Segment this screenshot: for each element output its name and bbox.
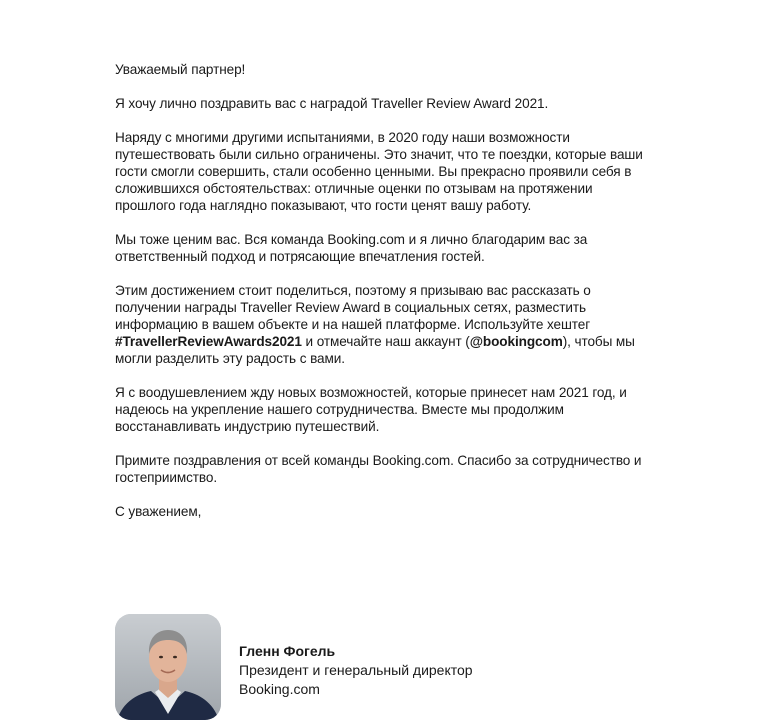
hashtag: #TravellerReviewAwards2021	[115, 334, 302, 349]
signer-name: Гленн Фогель	[239, 643, 336, 659]
paragraph-appreciation: Мы тоже ценим вас. Вся команда Booking.com и я лично благодарим вас за ответственный подход и потрясающие впечатления гостей.	[115, 232, 588, 264]
signer-title: Президент и генеральный директор	[239, 662, 473, 678]
paragraph-thanks: Примите поздравления от всей команды Booking.com. Спасибо за сотрудничество и гостеприимство.	[115, 453, 642, 485]
share-text-middle: и отмечайте наш аккаунт (	[301, 334, 470, 349]
signature-text	[239, 642, 473, 699]
paragraph-future: Я с воодушевлением жду новых возможностей, которые принесет нам 2021 год, и надеюсь на укрепление нашего сотрудничества. Вместе мы продолжим восстанавливать индустрию путешествий.	[115, 385, 627, 434]
letter-body	[115, 61, 655, 537]
paragraph-challenges: Наряду с многими другими испытаниями, в 2020 году наши возможности путешествовать были сильно ограничены. Это значит, что те поездки, которые ваши гости смогли совершить, стали особенно ценными. Вы прекрасно проявили себя в сложившихся обстоятельствах: отличные оценки по отзывам на протяжении прошлого года наглядно показывают, что гости ценят вашу работу.	[115, 130, 643, 213]
share-text-start: Этим достижением стоит поделиться, поэтому я призываю вас рассказать о получении награды Traveller Review Award в социальных сетях, разместить информацию в вашем объекте и на нашей платформе. Используйте хештег	[115, 283, 591, 332]
signature-block	[115, 614, 675, 720]
closing: С уважением,	[115, 504, 202, 519]
signer-company: Booking.com	[239, 681, 320, 697]
portrait-photo	[115, 614, 221, 720]
paragraph-share	[115, 282, 655, 367]
share-text-end: ), чтобы мы могли разделить эту радость с вами.	[115, 334, 635, 366]
account-handle: @bookingcom	[469, 334, 563, 349]
greeting: Уважаемый партнер!	[115, 62, 246, 77]
paragraph-congratulation: Я хочу лично поздравить вас с наградой Traveller Review Award 2021.	[115, 96, 549, 111]
